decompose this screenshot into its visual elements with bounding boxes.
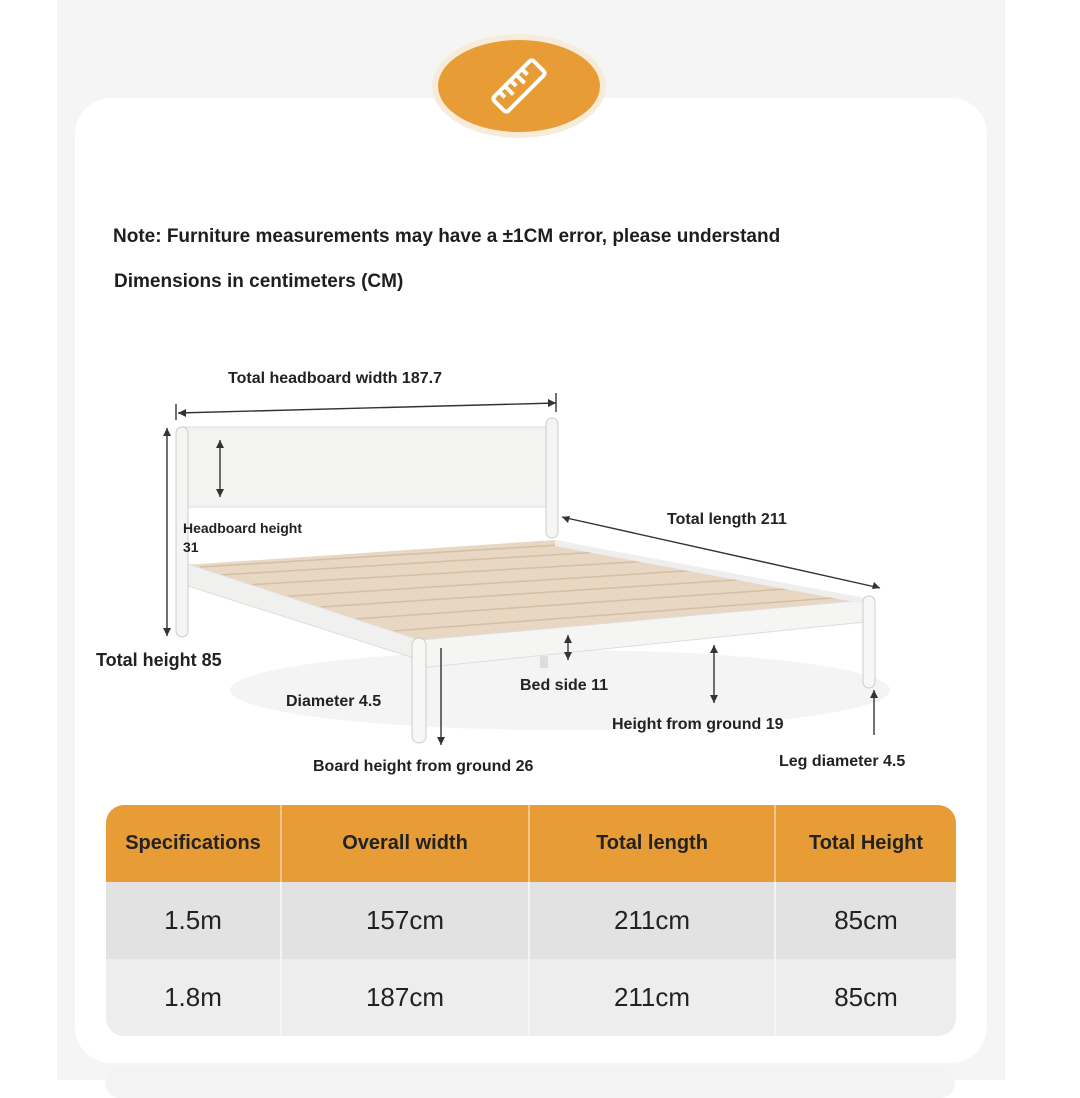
label-height-from-ground: Height from ground 19 [612,716,784,733]
cell-spec: 1.8m [106,959,282,1036]
cell-length: 211cm [530,882,776,959]
spec-table [106,805,956,1036]
label-board-height: Board height from ground 26 [313,758,534,775]
header-total-length: Total length [530,805,776,882]
label-diameter: Diameter 4.5 [286,693,382,710]
cell-height: 85cm [776,959,956,1036]
cell-spec: 1.5m [106,882,282,959]
label-headboard-height: Headboard height [183,520,303,536]
cell-width: 157cm [282,882,530,959]
measurement-note: Note: Furniture measurements may have a ±1CM error, please understand [113,226,781,247]
header-overall-width: Overall width [282,805,530,882]
header-specifications: Specifications [106,805,282,882]
label-total-height: Total height 85 [96,650,222,670]
label-headboard-width: Total headboard width 187.7 [228,370,442,387]
next-card [105,1068,955,1098]
units-note: Dimensions in centimeters (CM) [114,271,404,292]
label-total-length: Total length 211 [667,511,787,528]
cell-width: 187cm [282,959,530,1036]
cell-height: 85cm [776,882,956,959]
label-headboard-height-value: 31 [183,539,199,555]
header-total-height: Total Height [776,805,956,882]
cell-length: 211cm [530,959,776,1036]
label-leg-diameter: Leg diameter 4.5 [779,753,906,770]
table-row [106,882,956,959]
table-row [106,959,956,1036]
label-bed-side: Bed side 11 [520,677,609,694]
